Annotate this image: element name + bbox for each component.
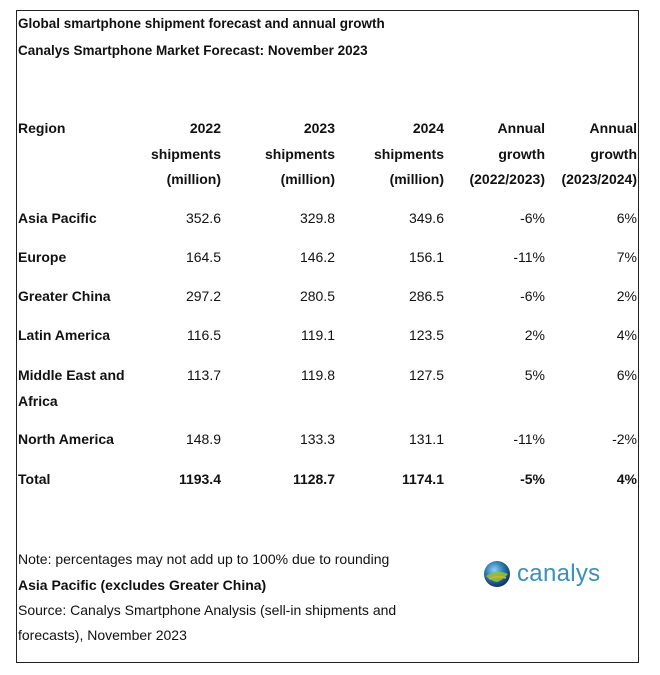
table-cell: 297.2 [185,288,221,304]
canalys-logo [483,560,600,588]
region-label: Middle East and [18,367,125,383]
column-header: (2023/2024) [561,171,637,187]
table-cell: 349.6 [408,210,444,226]
region-label: North America [18,431,114,447]
column-header: 2024 [412,120,444,136]
table-cell: 352.6 [185,210,221,226]
region-label: Asia Pacific [18,210,97,226]
table-cell: 148.9 [185,431,221,447]
table-cell: 156.1 [408,249,444,265]
table-cell: 146.2 [299,249,335,265]
region-label: Total [18,471,51,487]
column-header: 2022 [189,120,221,136]
column-header: (million) [389,171,444,187]
column-header: shipments [373,145,444,162]
table-cell: 164.5 [185,249,221,265]
column-header: growth [590,145,637,162]
table-cell: 286.5 [408,288,444,304]
table-cell: 6% [616,367,637,383]
column-header: (million) [280,171,335,187]
table-cell: -2% [612,431,637,447]
table-cell: 133.3 [299,431,335,447]
page-subtitle: Canalys Smartphone Market Forecast: November 2023 [18,43,368,58]
column-header: Annual [589,120,637,136]
table-cell: 6% [616,210,637,226]
source-line-1: Source: Canalys Smartphone Analysis (sell-in shipments and [18,602,397,618]
column-header: (million) [166,171,221,187]
column-header: shipments [264,145,335,162]
table-cell: 1174.1 [401,471,444,487]
column-header: (2022/2023) [469,171,545,187]
globe-icon [483,560,511,588]
region-label: Africa [18,392,58,409]
table-cell: 4% [616,471,637,487]
page-title: Global smartphone shipment forecast and annual growth [18,16,385,31]
rounding-note: Note: percentages may not add up to 100% due to rounding [18,551,390,567]
table-cell: 131.1 [408,431,444,447]
table-cell: 116.5 [187,327,221,343]
table-cell: 119.8 [301,367,335,383]
table-cell: 1193.4 [178,471,221,487]
table-cell: 127.5 [408,367,444,383]
column-header: Annual [497,120,545,136]
column-header: shipments [150,145,221,162]
table-cell: 5% [524,367,545,383]
column-header: 2023 [303,120,335,136]
table-cell: 280.5 [299,288,335,304]
column-header: growth [498,145,545,162]
column-header: Region [18,120,66,136]
table-cell: -11% [513,431,545,447]
source-line-2: forecasts), November 2023 [18,627,187,643]
asia-pacific-note: Asia Pacific (excludes Greater China) [18,577,267,593]
table-cell: 2% [616,288,637,304]
table-cell: 4% [616,327,637,343]
table-cell: 1128.7 [292,471,335,487]
region-label: Latin America [18,327,111,343]
table-cell: 7% [616,249,637,265]
table-cell: -6% [520,288,545,304]
table-cell: -6% [520,210,545,226]
table-cell: 113.7 [187,367,221,383]
table-cell: -5% [520,471,545,487]
table-cell: 329.8 [299,210,335,226]
table-cell: 123.5 [408,327,444,343]
region-label: Europe [18,249,67,265]
table-cell: -11% [513,249,545,265]
table-cell: 119.1 [301,327,335,343]
logo-text: canalys [517,560,601,587]
region-label: Greater China [18,288,111,304]
table-cell: 2% [524,327,545,343]
